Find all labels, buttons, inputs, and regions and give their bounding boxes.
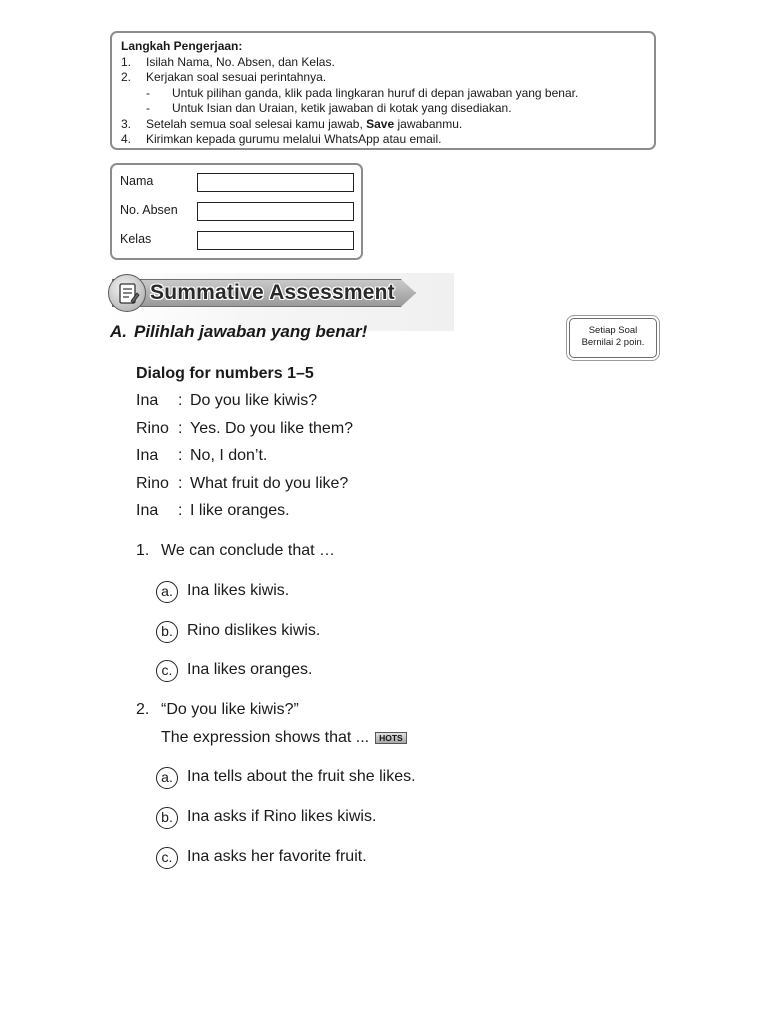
- option-text: Ina likes oranges.: [187, 661, 313, 678]
- step-number: 3.: [121, 116, 132, 131]
- dialog-speaker: Rino: [136, 420, 169, 437]
- option-text: Ina asks if Rino likes kiwis.: [187, 808, 377, 825]
- option-text: Rino dislikes kiwis.: [187, 622, 321, 639]
- question-text: We can conclude that …: [161, 542, 336, 559]
- dialog-title: Dialog for numbers 1–5: [136, 365, 314, 382]
- dialog-colon: :: [178, 502, 183, 519]
- option-circle[interactable]: b.: [156, 807, 178, 829]
- question-number: 2.: [136, 701, 150, 718]
- step-text: Untuk pilihan ganda, klik pada lingkaran huruf di depan jawaban yang benar.: [172, 85, 579, 100]
- step-text: Kirimkan kepada gurumu melalui WhatsApp atau email.: [146, 132, 442, 146]
- step-text-part: Setelah semua soal selesai kamu jawab,: [146, 116, 367, 131]
- dialog-text: What fruit do you like?: [190, 475, 349, 492]
- step-text: Kerjakan soal sesuai perintahnya.: [146, 70, 327, 84]
- step-text-bold: Save: [366, 116, 395, 131]
- option-circle[interactable]: c.: [156, 847, 178, 869]
- question-text-line: The expression shows that ...: [161, 729, 370, 746]
- hots-badge: HOTS: [375, 732, 407, 744]
- step-text: Untuk Isian dan Uraian, ketik jawaban di kotak yang disediakan.: [172, 101, 512, 115]
- section-title: Pilihlah jawaban yang benar!: [134, 322, 368, 341]
- dialog-text: No, I don’t.: [190, 447, 268, 464]
- step-text-part: jawabanmu.: [394, 116, 463, 131]
- option-circle[interactable]: c.: [156, 660, 178, 682]
- dialog-colon: :: [178, 420, 183, 437]
- step-text: [146, 117, 462, 133]
- question-text: “Do you like kiwis?”: [161, 701, 299, 718]
- option-text: Ina asks her favorite fruit.: [187, 848, 367, 865]
- step-dash: -: [146, 101, 150, 115]
- absen-field[interactable]: [197, 202, 354, 221]
- instruction-step-3: [121, 117, 654, 133]
- instruction-step-2b: [121, 101, 654, 117]
- instruction-step-4: [121, 132, 654, 148]
- points-box: [569, 318, 657, 358]
- section-letter: A.: [110, 322, 127, 341]
- absen-label: No. Absen: [120, 203, 178, 217]
- instruction-step-1: [121, 55, 654, 71]
- instructions-title: Langkah Pengerjaan:: [121, 39, 243, 53]
- banner-title: Summative Assessment: [150, 281, 395, 304]
- dialog-text: Do you like kiwis?: [190, 392, 318, 409]
- instructions-box: [110, 31, 656, 150]
- dialog-text: I like oranges.: [190, 502, 290, 519]
- nama-field[interactable]: [197, 173, 354, 192]
- option-circle[interactable]: a.: [156, 581, 178, 603]
- step-number: 1.: [121, 54, 132, 69]
- instruction-step-2a: [121, 86, 654, 102]
- option-text: Ina tells about the fruit she likes.: [187, 768, 416, 785]
- question-number: 1.: [136, 542, 150, 559]
- step-number: 2.: [121, 70, 132, 84]
- step-dash: -: [146, 85, 150, 100]
- option-circle[interactable]: b.: [156, 621, 178, 643]
- worksheet-icon: [108, 274, 146, 312]
- dialog-colon: :: [178, 447, 183, 464]
- kelas-field[interactable]: [197, 231, 354, 250]
- dialog-text: Yes. Do you like them?: [190, 420, 354, 437]
- points-line-2: Bernilai 2 poin.: [581, 337, 645, 348]
- option-text: Ina likes kiwis.: [187, 582, 290, 599]
- dialog-colon: :: [178, 392, 183, 409]
- identity-box: [110, 163, 363, 260]
- dialog-colon: :: [178, 475, 183, 492]
- dialog-speaker: Ina: [136, 502, 159, 519]
- step-text: Isilah Nama, No. Absen, dan Kelas.: [146, 54, 335, 69]
- kelas-label: Kelas: [120, 232, 152, 246]
- option-circle[interactable]: a.: [156, 767, 178, 789]
- instruction-step-2: [121, 70, 654, 86]
- dialog-speaker: Rino: [136, 475, 169, 492]
- dialog-speaker: Ina: [136, 447, 159, 464]
- nama-label: Nama: [120, 174, 154, 188]
- dialog-speaker: Ina: [136, 392, 159, 409]
- step-number: 4.: [121, 132, 132, 146]
- question-text-2: [161, 729, 407, 747]
- points-line-1: Setiap Soal: [588, 325, 638, 336]
